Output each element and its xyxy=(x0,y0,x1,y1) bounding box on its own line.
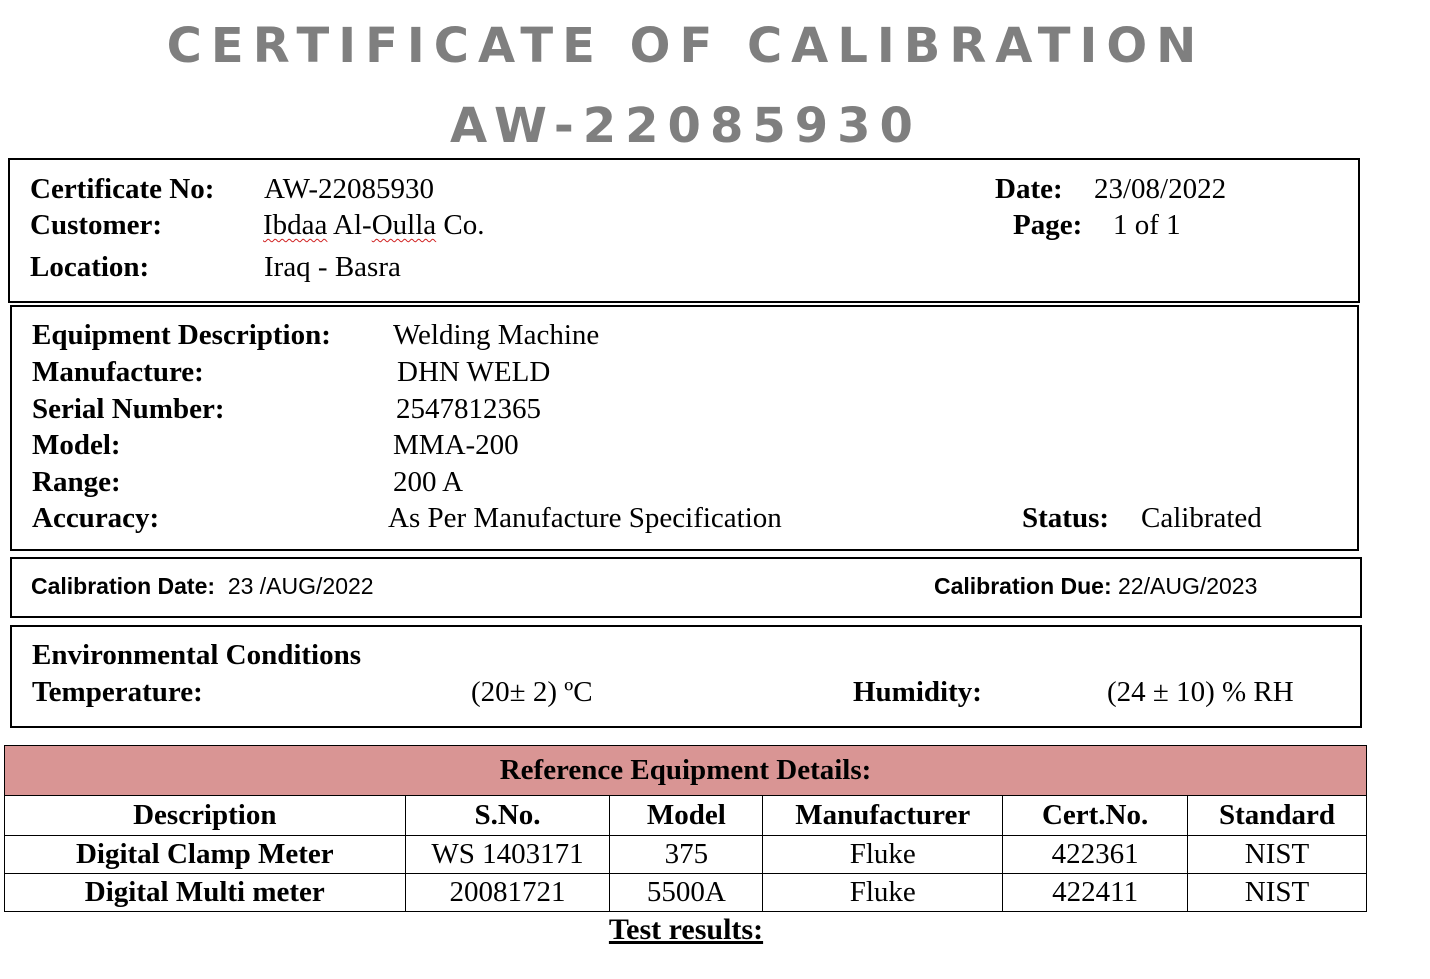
table-cell-standard: NIST xyxy=(1188,874,1367,912)
serial-number-value: 2547812365 xyxy=(396,393,541,425)
reference-table-title-row xyxy=(5,746,1367,796)
certificate-no-label: Certificate No: xyxy=(30,173,215,205)
table-cell-model: 5500A xyxy=(610,874,763,912)
table-cell-serial: WS 1403171 xyxy=(405,836,610,874)
humidity-value: (24 ± 10) % RH xyxy=(1107,676,1294,708)
calibration-due-value: 22/AUG/2023 xyxy=(1118,573,1258,599)
customer-value: Ibdaa Al-Oulla Co. xyxy=(263,209,485,241)
reference-table-title: Reference Equipment Details: xyxy=(5,746,1367,796)
status-label: Status: xyxy=(1022,502,1110,534)
customer-label: Customer: xyxy=(30,209,163,241)
reference-table-header-row xyxy=(5,796,1367,836)
temperature-label: Temperature: xyxy=(32,676,203,708)
column-header: Model xyxy=(610,796,763,836)
range-label: Range: xyxy=(32,466,121,498)
page-value: 1 of 1 xyxy=(1113,209,1181,241)
accuracy-value: As Per Manufacture Specification xyxy=(388,502,782,534)
column-header: Description xyxy=(5,796,406,836)
calibration-date-value: 23 /AUG/2022 xyxy=(227,573,374,599)
table-cell-manufacturer: Fluke xyxy=(763,874,1003,912)
table-cell-model: 375 xyxy=(610,836,763,874)
table-cell-cert-no: 422411 xyxy=(1003,874,1188,912)
certificate-code-heading: AW-22085930 xyxy=(450,98,922,154)
date-value: 23/08/2022 xyxy=(1094,173,1227,205)
date-label: Date: xyxy=(995,173,1063,205)
manufacture-label: Manufacture: xyxy=(32,356,204,388)
column-header: Standard xyxy=(1188,796,1367,836)
calibration-due-label: Calibration Due: xyxy=(934,573,1112,599)
calibration-date xyxy=(31,573,374,600)
page-label: Page: xyxy=(1013,209,1083,241)
location-value: Iraq - Basra xyxy=(264,251,401,283)
certificate-title: CERTIFICATE OF CALIBRATION xyxy=(166,18,1206,74)
serial-number-label: Serial Number: xyxy=(32,393,225,425)
reference-equipment-table xyxy=(4,745,1367,912)
environmental-conditions-title: Environmental Conditions xyxy=(32,639,362,671)
model-value: MMA-200 xyxy=(393,429,519,461)
equipment-description-value: Welding Machine xyxy=(393,319,600,351)
table-cell-cert-no: 422361 xyxy=(1003,836,1188,874)
table-cell-description: Digital Clamp Meter xyxy=(5,836,406,874)
manufacture-value: DHN WELD xyxy=(397,356,551,388)
column-header: Cert.No. xyxy=(1003,796,1188,836)
humidity-label: Humidity: xyxy=(853,676,982,708)
column-header: S.No. xyxy=(405,796,610,836)
test-results-heading: Test results: xyxy=(608,913,764,946)
column-header: Manufacturer xyxy=(763,796,1003,836)
equipment-description-label: Equipment Description: xyxy=(32,319,331,351)
table-row xyxy=(5,874,1367,912)
status-value: Calibrated xyxy=(1141,502,1262,534)
accuracy-label: Accuracy: xyxy=(32,502,160,534)
range-value: 200 A xyxy=(393,466,464,498)
certificate-no-value: AW-22085930 xyxy=(264,173,435,205)
table-cell-serial: 20081721 xyxy=(405,874,610,912)
temperature-value: (20± 2) ºC xyxy=(471,676,593,708)
calibration-due xyxy=(934,573,1257,600)
calibration-date-label: Calibration Date: xyxy=(31,573,216,599)
location-label: Location: xyxy=(30,251,150,283)
table-cell-manufacturer: Fluke xyxy=(763,836,1003,874)
table-cell-description: Digital Multi meter xyxy=(5,874,406,912)
table-cell-standard: NIST xyxy=(1188,836,1367,874)
table-row xyxy=(5,836,1367,874)
model-label: Model: xyxy=(32,429,121,461)
